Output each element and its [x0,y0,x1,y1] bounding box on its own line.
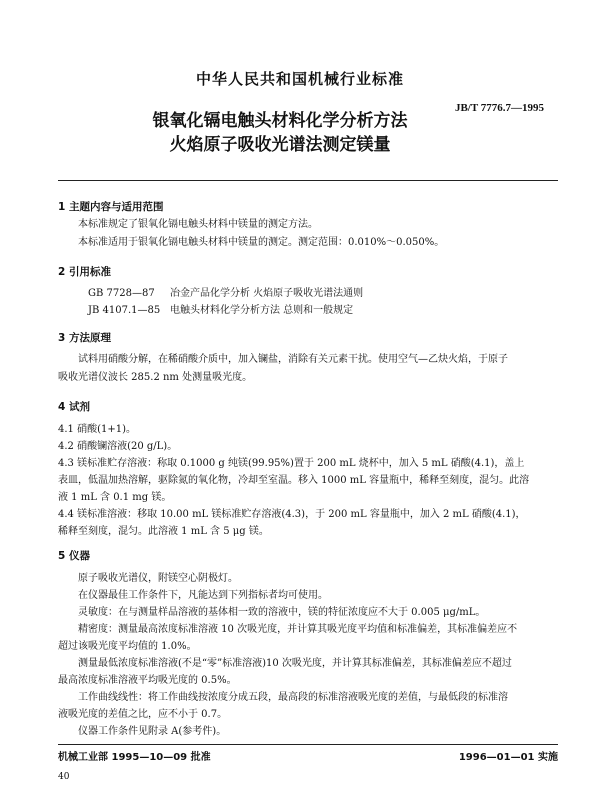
section-5-sensitivity: 灵敏度：在与测量样品溶液的基体相一致的溶液中，镁的特征浓度应不大于 0.005 μg/mL。 [78,607,486,618]
section-5-conditions: 仪器工作条件见附录 A(参考件)。 [78,726,227,737]
section-5-lowest-line-1: 测量最低浓度标准溶液(不是“零”标准溶液)10 次吸光度，并计算其标准偏差，其标准偏差应不超过 [78,658,512,669]
footer-rule [58,744,558,745]
section-5-linearity-line-2: 液吸光度的差值之比，应不小于 0.7。 [58,709,228,720]
section-4-heading: 4 试剂 [58,401,90,413]
ref-title-1: 冶金产品化学分析 火焰原子吸收光谱法通则 [170,288,364,299]
item-4-3-line-1: 4.3 镁标准贮存溶液：称取 0.1000 g 纯镁(99.95%)置于 200 mL 烧杯中，加入 5 mL 硝酸(4.1)，盖上 [58,458,525,469]
section-5-line-1: 原子吸收光谱仪，附镁空心阴极灯。 [78,573,238,584]
section-2-heading: 2 引用标准 [58,266,111,278]
implementation-date: 1996—01—01 实施 [458,752,558,763]
document-title-line1: 银氧化镉电触头材料化学分析方法 [152,111,408,131]
item-4-3-line-3: 液 1 mL 含 0.1 mg 镁。 [58,492,172,503]
section-5-lowest-line-2: 最高浓度标准溶液平均吸光度的 0.5%。 [58,675,237,686]
section-1-heading: 1 主题内容与适用范围 [58,201,164,213]
standard-number: JB/T 7776.7—1995 [454,102,544,114]
section-5-precision-line-2: 超过该吸光度平均值的 1.0%。 [58,641,197,652]
ref-code-2: JB 4107.1—85 [88,305,161,316]
section-5-precision-line-1: 精密度：测量最高浓度标准溶液 10 次吸光度，并计算其吸光度平均值和标准偏差，其标准偏差应不 [78,624,518,635]
item-4-4-line-2: 稀释至刻度，混匀。此溶液 1 mL 含 5 μg 镁。 [58,526,269,537]
header-rule [58,180,558,181]
section-3-line-2: 吸收光谱仪波长 285.2 nm 处测量吸光度。 [58,372,253,383]
item-4-2: 4.2 硝酸镧溶液(20 g/L)。 [58,441,178,452]
section-5-linearity-line-1: 工作曲线线性：将工作曲线按浓度分成五段，最高段的标准溶液吸光度的差值，与最低段的标准溶 [78,692,508,703]
item-4-3-line-2: 表皿，低温加热溶解，驱除氮的氧化物，冷却至室温。移入 1000 mL 容量瓶中，稀释至刻度，混匀。此溶 [58,475,530,486]
ref-code-1: GB 7728—87 [88,288,155,299]
page-number: 40 [58,772,70,782]
ref-title-2: 电触头材料化学分析方法 总则和一般规定 [170,305,354,316]
item-4-1: 4.1 硝酸(1+1)。 [58,424,136,435]
section-5-line-2: 在仪器最佳工作条件下，凡能达到下列指标者均可使用。 [78,590,328,601]
section-1-para-1: 本标准规定了银氧化镉电触头材料中镁量的测定方法。 [78,219,318,230]
item-4-4-line-1: 4.4 镁标准溶液：移取 10.00 mL 镁标准贮存溶液(4.3)，于 200 mL 容量瓶中，加入 2 mL 硝酸(4.1)， [58,509,526,520]
section-5-heading: 5 仪器 [58,550,90,562]
section-3-heading: 3 方法原理 [58,332,111,344]
standard-category: 中华人民共和国机械行业标准 [195,70,404,88]
document-title-line2: 火焰原子吸收光谱法测定镁量 [169,135,391,155]
section-1-para-2: 本标准适用于银氧化镉电触头材料中镁量的测定。测定范围：0.010%～0.050%。 [78,237,445,248]
section-3-line-1: 试料用硝酸分解，在稀硝酸介质中，加入镧盐，消除有关元素干扰。使用空气—乙炔火焰，于原子 [78,354,508,365]
approval-date: 机械工业部 1995—10—09 批准 [58,752,211,763]
